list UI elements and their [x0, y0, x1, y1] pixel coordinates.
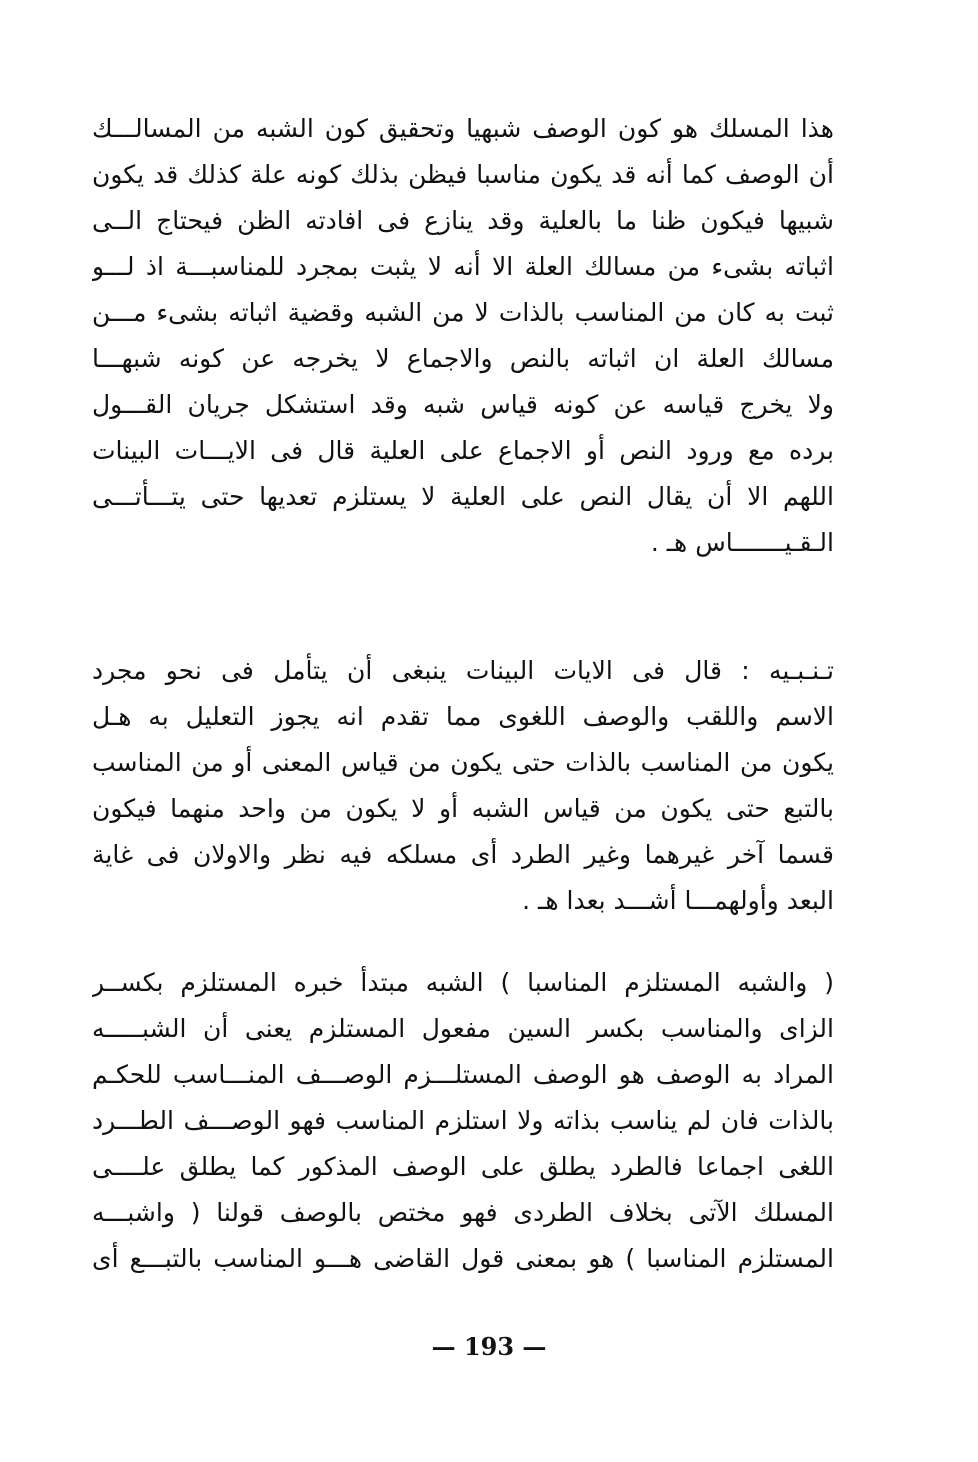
text-line: اللغى اجماعا فالطرد يطلق على الوصف المذكور كما يطلق علــــى: [92, 1152, 834, 1181]
text-line: مسالك العلة ان اثباته بالنص والاجماع لا يخرجه عن كونه شبهـــا: [92, 344, 834, 373]
paragraph-3: [92, 960, 834, 1282]
text-line: اللهم الا أن يقال النص على العلية لا يستلزم تعديها حتى يتـــأتـــى: [92, 482, 834, 511]
text-line: يكون من المناسب بالذات حتى يكون من قياس المعنى أو من المناسب: [92, 748, 834, 777]
text-line: المستلزم المناسبا ) هو بمعنى قول القاضى هـــو المناسب بالتبـــع أى: [92, 1244, 834, 1273]
text-line: برده مع ورود النص أو الاجماع على العلية قال فى الايـــات البينات: [92, 436, 834, 465]
paragraph-1: [92, 106, 834, 566]
text-line: المراد به الوصف هو الوصف المستلـــزم الوصـــف المنـــاسب للحكـم: [92, 1060, 834, 1089]
text-line: ولا يخرج قياسه عن كونه قياس شبه وقد استشكل جريان القـــول: [92, 390, 834, 419]
text-line: قسما آخر غيرهما وغير الطرد أى مسلكه فيه نظر والاولان فى غاية: [92, 840, 834, 869]
text-line: الزاى والمناسب بكسر السين مفعول المستلزم يعنى أن الشبـــــه: [92, 1014, 834, 1043]
text-line: البعد وأولهمـــا أشـــد بعدا هـ .: [522, 886, 834, 915]
text-line: هذا المسلك هو كون الوصف شبهيا وتحقيق كون الشبه من المسالـــك: [92, 114, 834, 143]
text-line: المسلك الآتى بخلاف الطردى فهو مختص بالوصف قولنا ( واشبـــه: [92, 1198, 834, 1227]
text-line: اثباته بشىء من مسالك العلة الا أنه لا يثبت بمجرد للمناسبـــة اذ لـــو: [92, 252, 834, 281]
paragraph-2: [92, 648, 834, 924]
page-number: — 193 —: [431, 1332, 547, 1361]
text-line: ثبت به كان من المناسب بالذات لا من الشبه وقضية اثباته بشىء مـــن: [92, 298, 834, 327]
text-line: شبيها فيكون ظنا ما بالعلية وقد ينازع فى افادته الظن فيحتاج الــى: [92, 206, 834, 235]
text-line: ( والشبه المستلزم المناسبا ) الشبه مبتدأ خبره المستلزم بكســر: [92, 968, 834, 997]
text-line: تـنـبـيه : قال فى الايات البينات ينبغى أن يتأمل فى نحو مجرد: [92, 656, 834, 685]
text-line: الاسم واللقب والوصف اللغوى مما تقدم انه يجوز التعليل به هـل: [92, 702, 834, 731]
text-line: بالتبع حتى يكون من قياس الشبه أو لا يكون من واحد منهما فيكون: [92, 794, 834, 823]
text-line: أن الوصف كما أنه قد يكون مناسبا فيظن بذلك كونه علة كذلك قد يكون: [92, 160, 834, 189]
text-line: بالذات فان لم يناسب بذاته ولا استلزم المناسب فهو الوصـــف الطـــرد: [92, 1106, 834, 1135]
text-line: الـقـيـــــــاس هـ .: [650, 528, 834, 557]
